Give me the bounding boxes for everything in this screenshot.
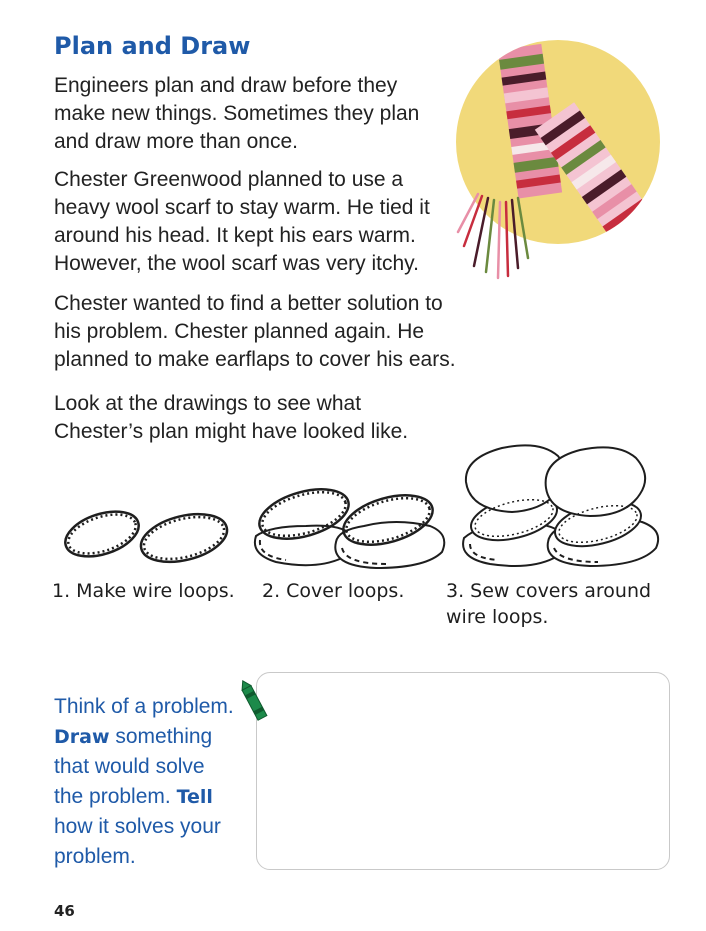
step-1-caption: 1. Make wire loops.	[52, 580, 235, 602]
prompt-bold-draw: Draw	[54, 725, 110, 748]
prompt-part-3: how it solves your problem.	[54, 815, 221, 868]
scarf-photo	[452, 36, 664, 298]
drawing-answer-box[interactable]	[256, 672, 670, 870]
prompt-part-2: something that would solve the problem.	[54, 724, 213, 808]
prompt-part-1: Think of a problem.	[54, 695, 234, 718]
drawings-paragraph: Look at the drawings to see what Chester’s plan might have looked like.	[54, 392, 409, 443]
step-2-caption: 2. Cover loops.	[262, 580, 405, 602]
covered-loops-drawing	[246, 468, 446, 572]
crayon-icon	[239, 678, 269, 726]
prompt-bold-tell: Tell	[176, 785, 213, 808]
sewn-earmuffs-drawing	[456, 436, 666, 572]
step-3-caption	[446, 578, 666, 630]
wire-loops-drawing	[58, 498, 234, 570]
activity-prompt	[54, 692, 234, 871]
earflaps-paragraph: Chester wanted to find a better solution to his problem. Chester planned again. He planned to make earflaps to cover his ears.	[54, 292, 456, 371]
page-title: Plan and Draw	[54, 32, 251, 60]
intro-paragraph: Engineers plan and draw before they make new things. Sometimes they plan and draw more than once.	[54, 74, 420, 153]
step-3-text: 3. Sew covers around wire loops.	[446, 580, 652, 628]
scarf-paragraph: Chester Greenwood planned to use a heavy wool scarf to stay warm. He tied it around his head. It kept his ears warm. However, the wool scarf was very itchy.	[54, 168, 430, 275]
page-number: 46	[54, 902, 75, 920]
